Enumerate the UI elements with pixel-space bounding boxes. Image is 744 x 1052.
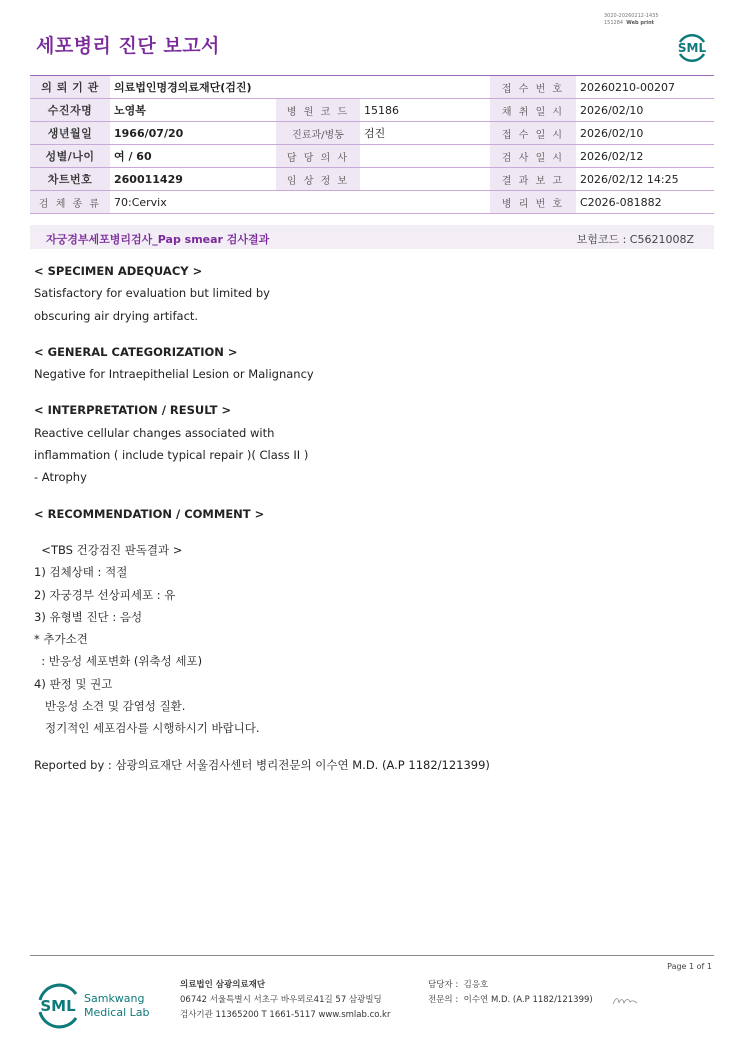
specialist-name: 이수연 M.D. (A.P 1182/121399) [463,995,593,1005]
comment-line: <TBS 건강검진 판독결과 > [34,542,183,557]
value-chart-number: 260011429 [110,168,276,191]
report-line: obscuring air drying artifact. [34,308,199,323]
value-test-date: 2026/02/12 [576,145,714,168]
comment-line: : 반응성 세포변화 (위축성 세포) [34,654,203,669]
comment-line: 1) 검체상태 : 적절 [34,565,128,580]
manager-name: 김응호 [463,980,489,990]
info-row [30,76,714,99]
report-body [34,260,714,776]
label-sex-age: 성별/나이 [30,145,110,168]
value-pathology-number: C2026-081882 [576,191,714,214]
comment-line: 3) 유형별 진단 : 음성 [34,609,143,624]
label-result-report: 결 과 보 고 [490,168,576,191]
comment-line: 2) 자궁경부 선상피세포 : 유 [34,587,176,602]
sml-logo-text: SML [677,41,707,55]
label-collection-date: 채 취 일 시 [490,99,576,122]
manager-label: 담당자 : [428,980,459,990]
doc-id-num: 151284 [604,20,624,26]
samkwang-logo-mark: SML [40,997,76,1015]
label-patient-name: 수진자명 [30,99,110,122]
value-birth-date: 1966/07/20 [110,122,276,145]
value-hospital-code: 15186 [360,99,490,122]
info-row [30,99,714,122]
reported-by: Reported by : 삼광의료재단 서울검사센터 병리전문의 이수연 M.D. (A.P 1182/121399) [34,757,490,772]
label-specimen-type: 검 체 종 류 [30,191,110,214]
info-row [30,168,714,191]
value-requesting-institution: 의료법인명경의료재단(검진) [110,76,490,99]
sml-logo [672,26,712,66]
interpretation-heading: < INTERPRETATION / RESULT > [34,403,232,418]
samkwang-logo [36,980,186,1030]
footer-staff [428,978,593,1008]
report-line: Reactive cellular changes associated with [34,425,275,440]
info-row [30,191,714,214]
value-patient-name: 노영복 [110,99,276,122]
specimen-adequacy-heading: < SPECIMEN ADEQUACY > [34,264,203,278]
specialist-label: 전문의 : [428,995,459,1005]
report-line: inflammation ( include typical repair )( Class II ) [34,448,309,463]
patient-info-table [30,75,714,214]
footer-divider [30,955,714,956]
value-sex-age: 여 / 60 [110,145,276,168]
test-name: 자궁경부세포병리검사_Pap smear 검사결과 [46,233,270,246]
value-department: 검진 [360,122,490,145]
value-collection-date: 2026/02/10 [576,99,714,122]
label-test-date: 검 사 일 시 [490,145,576,168]
recommendation-heading: < RECOMMENDATION / COMMENT > [34,506,265,521]
value-physician [360,145,490,168]
samkwang-brand-line2: Medical Lab [84,1006,150,1019]
info-row [30,122,714,145]
comment-line: * 추가소견 [34,632,88,647]
comment-line: 반응성 소견 및 감염성 질환. [34,699,186,714]
footer-org-name: 의료법인 삼광의료재단 [180,980,266,990]
insurance-code: 보험코드 : C5621008Z [576,233,694,246]
report-line: Satisfactory for evaluation but limited by [34,286,270,301]
label-chart-number: 차트번호 [30,168,110,191]
test-header-bar [30,225,714,249]
label-pathology-number: 병 리 번 호 [490,191,576,214]
doc-id-line1: 3020-20260212-1435 [604,13,659,19]
footer-contact: 검사기관 11365200 T 1661-5117 www.smlab.co.kr [180,1010,391,1020]
label-department: 진료과/병동 [276,122,360,145]
document-id [604,13,659,27]
footer-address: 06742 서울특별시 서초구 바우뫼로41길 57 삼광빌딩 [180,995,382,1005]
label-physician: 담 당 의 사 [276,145,360,168]
label-hospital-code: 병 원 코 드 [276,99,360,122]
value-receipt-number: 20260210-00207 [576,76,714,99]
comment-line: 정기적인 세포검사를 시행하시기 바랍니다. [34,721,260,736]
value-specimen-type: 70:Cervix [110,191,490,214]
label-receipt-number: 접 수 번 호 [490,76,576,99]
info-row [30,145,714,168]
signature [612,995,638,1007]
label-birth-date: 생년월일 [30,122,110,145]
value-receipt-date: 2026/02/10 [576,122,714,145]
samkwang-brand-line1: Samkwang [84,992,145,1005]
web-print-label: Web print [626,20,655,26]
label-receipt-date: 접 수 일 시 [490,122,576,145]
report-line: - Atrophy [34,470,87,485]
report-line: Negative for Intraepithelial Lesion or Malignancy [34,367,314,382]
value-result-report: 2026/02/12 14:25 [576,168,714,191]
label-clinical-info: 임 상 정 보 [276,168,360,191]
label-requesting-institution: 의 뢰 기 관 [30,76,110,99]
value-clinical-info [360,168,490,191]
footer-organization [180,978,390,1023]
page-title: 세포병리 진단 보고서 [36,35,220,57]
page-number: Page 1 of 1 [667,962,712,971]
general-categorization-heading: < GENERAL CATEGORIZATION > [34,344,238,359]
comment-line: 4) 판정 및 권고 [34,676,113,691]
